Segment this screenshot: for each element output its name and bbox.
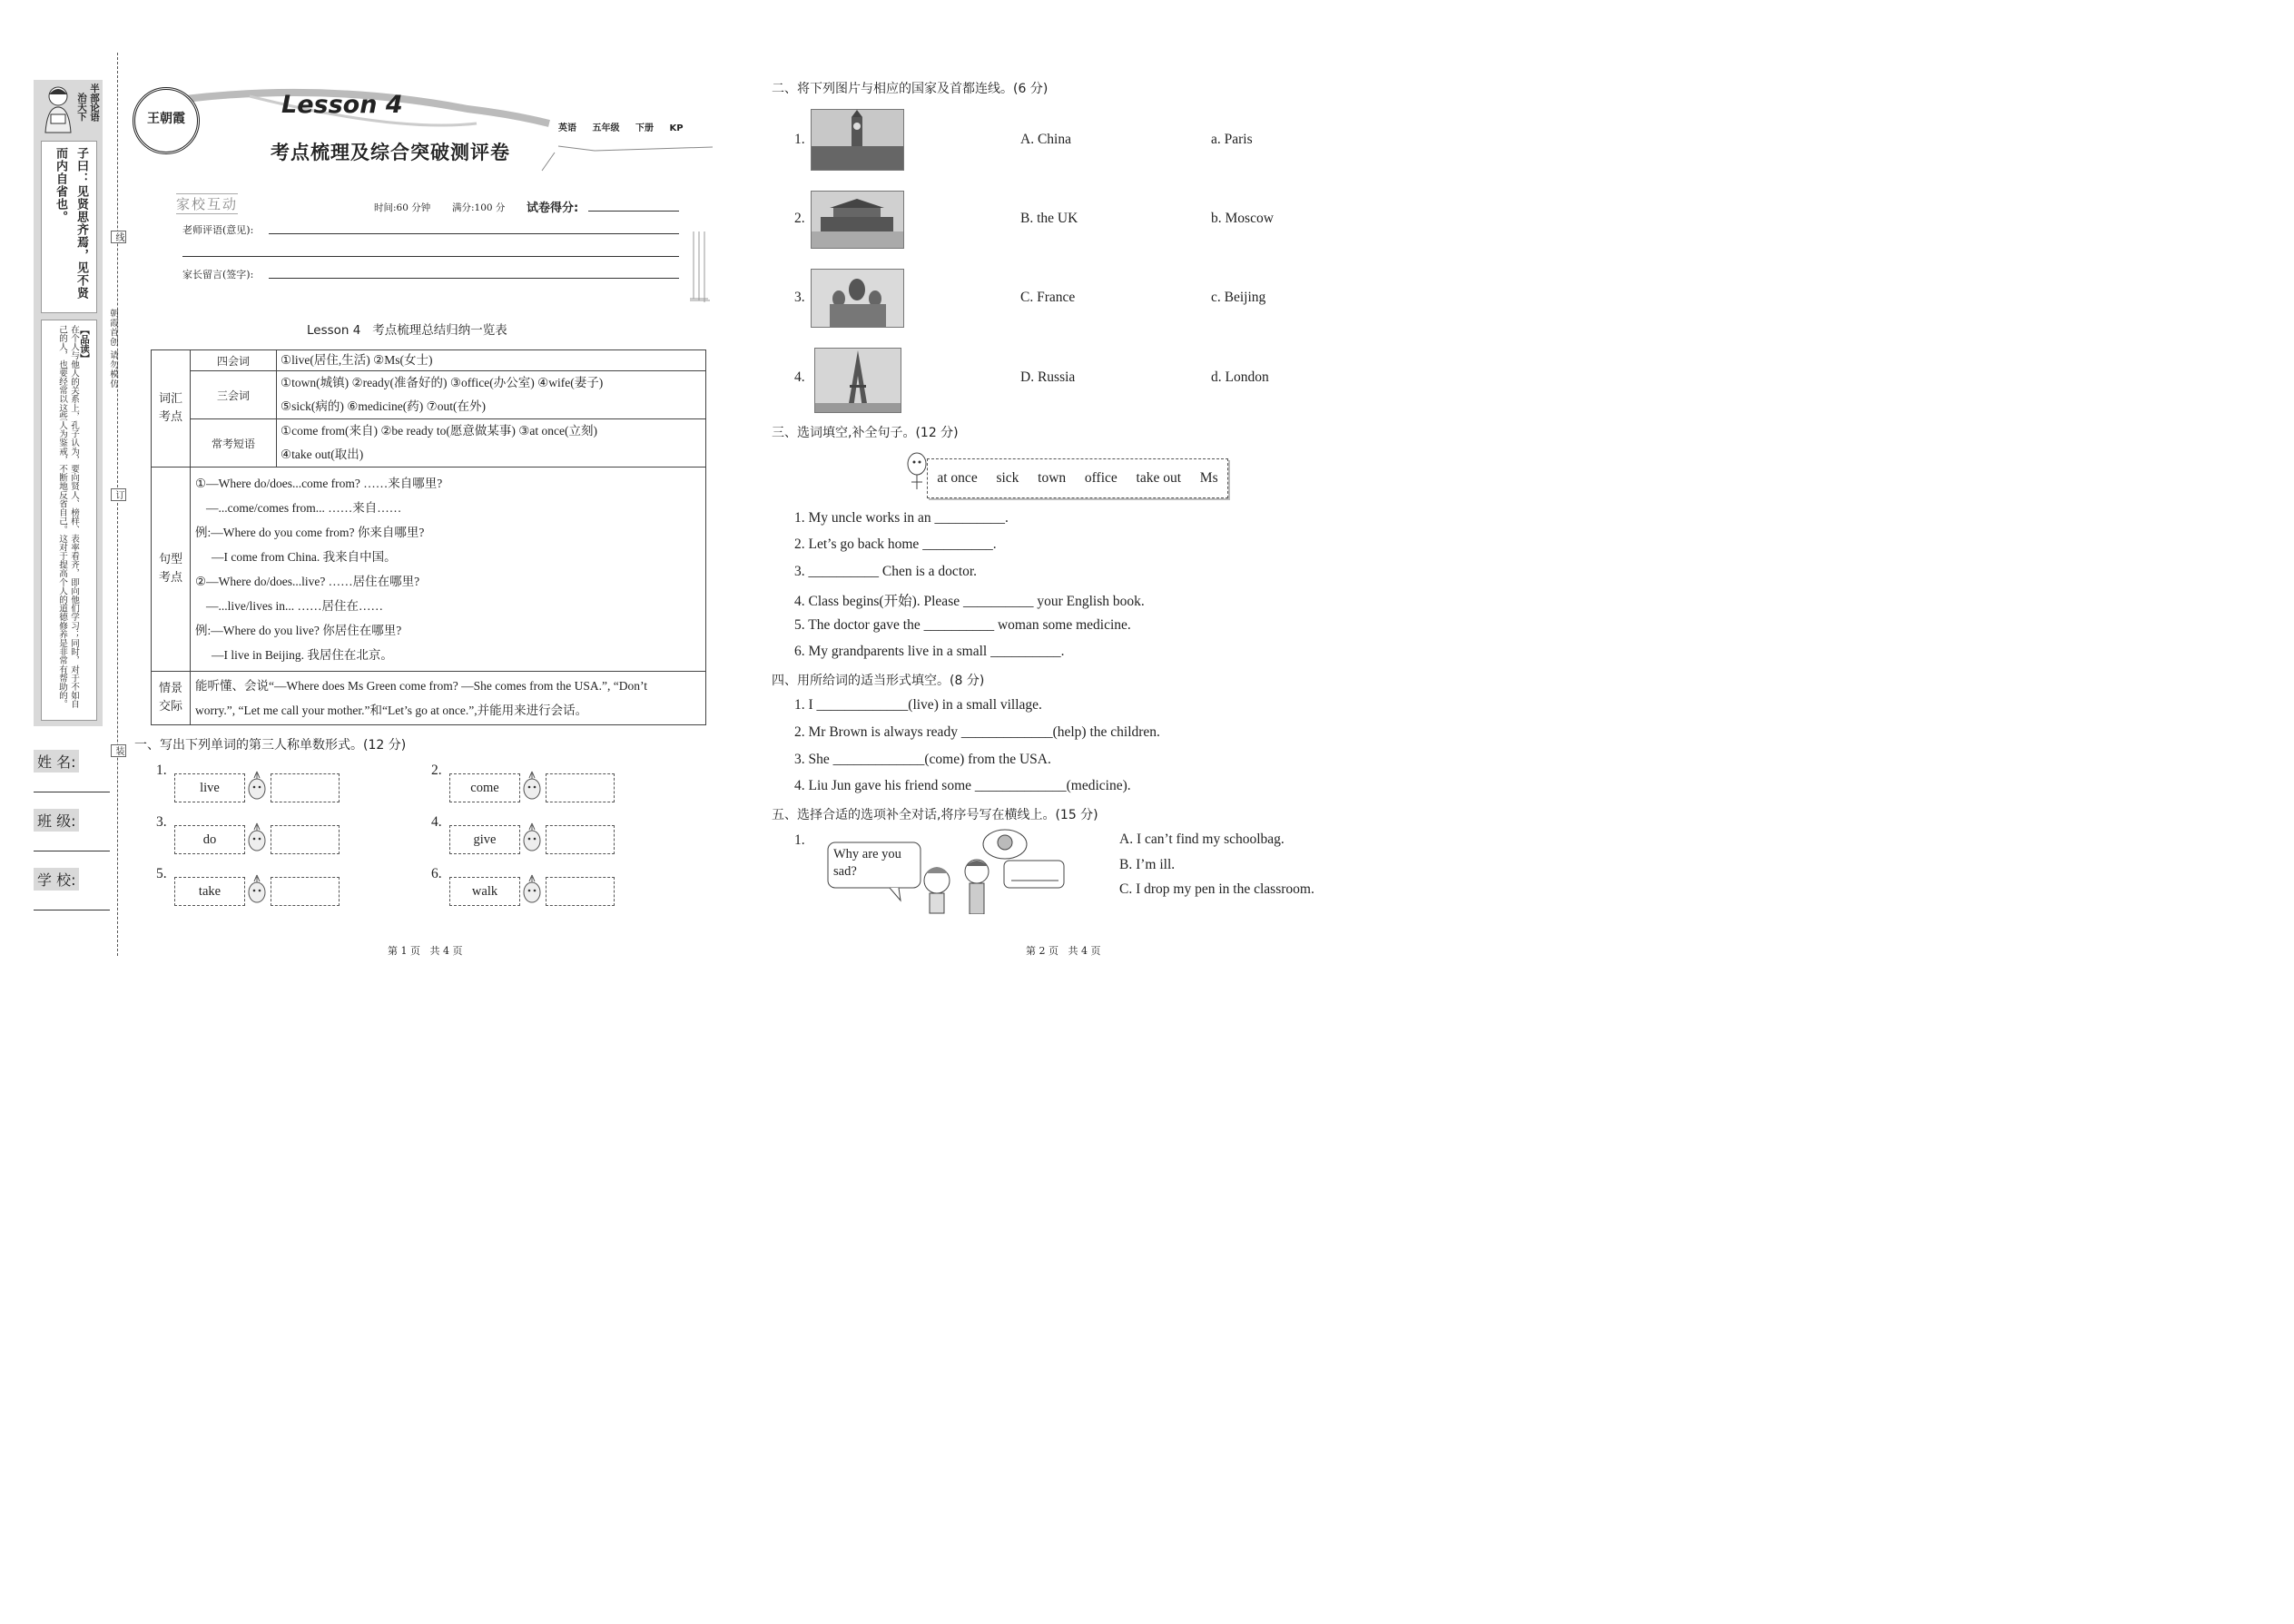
section1-title: 一、写出下列单词的第三人称单数形式。(12 分) [134,738,407,753]
word-bank-item: sick [996,470,1019,486]
four-skill-label: 四会词 [191,350,277,371]
s1-word-box: do [174,825,245,854]
sentence-line: 例:—Where do you come from? 你来自哪里? [195,526,425,539]
s4-question: 2. Mr Brown is always ready _____________(help) the children. [794,724,1160,740]
parent-message-field[interactable] [269,278,679,279]
s1-answer-box[interactable] [546,877,615,906]
s1-answer-box[interactable] [271,877,340,906]
sentence-line: —...live/lives in... ……居住在…… [206,599,383,613]
s2-capital: d. London [1211,369,1269,385]
quote-column-1: 子曰：见贤思齐焉，见不贤 [74,147,88,300]
s1-answer-box[interactable] [546,773,615,802]
s2-country: C. France [1020,290,1076,305]
s3-question: 4. Class begins(开始). Please __________ your English book. [794,594,1145,609]
table-row [152,371,706,396]
mascot-icon [906,451,928,491]
sentence-lines [191,468,706,672]
binding-mark-3: 装 [111,744,126,757]
lesson-title: Lesson 4 [281,91,403,119]
sentence-line: 例:—Where do you live? 你居住在哪里? [195,624,402,637]
name-label: 姓 名: [34,750,79,773]
s1-word-box: give [449,825,520,854]
phrases-line-2: ④take out(取出) [277,443,706,468]
vocab-category: 词汇考点 [152,350,191,468]
binding-mark-1: 线 [111,231,126,243]
badge-text-1: 半部论语 [89,84,100,122]
table-row [152,672,706,725]
s2-num: 1. [794,132,805,147]
context-lines [191,672,706,725]
s3-question: 2. Let’s go back home __________. [794,536,997,552]
four-skill-words: ①live(居住,生活) ②Ms(女士) [277,350,706,371]
table-row [152,419,706,444]
s2-country: A. China [1020,132,1071,147]
class-label: 班 级: [34,809,79,832]
s2-num: 4. [794,369,805,385]
s1-answer-box[interactable] [271,773,340,802]
s2-capital: c. Beijing [1211,290,1266,305]
teacher-comment-field-2[interactable] [182,256,679,257]
summary-table [151,349,706,725]
word-bank-item: take out [1136,470,1182,486]
tiananmen-photo [811,191,904,249]
teacher-comment-label: 老师评语(意见): [182,224,254,236]
tag-grade: 五年级 [592,123,620,133]
sentence-line: —...come/comes from... ……来自…… [206,501,402,515]
sentence-line: ①—Where do/does...come from? ……来自哪里? [195,477,443,490]
header-frame-lines [690,231,712,304]
scholar-figure [38,84,78,134]
s3-question: 1. My uncle works in an __________. [794,510,1009,526]
s1-item-num: 2. [431,763,442,778]
brand-logo [133,87,200,154]
table-row [152,468,706,672]
page1-footer: 第 1 页 共 4 页 [388,945,463,957]
st-basils-photo [811,269,904,328]
eiffel-tower-photo [814,348,901,413]
sentence-line: —I live in Beijing. 我居住在北京。 [212,648,393,662]
s2-num: 2. [794,211,805,226]
quote-column-2: 而内自省也。 [54,147,67,223]
word-bank-item: at once [937,470,978,486]
s1-item-num: 1. [156,763,167,778]
sentence-line: ②—Where do/does...live? ……居住在哪里? [195,575,420,588]
radish-icon [522,770,542,801]
tag-term: 下册 [635,123,654,133]
radish-icon [247,770,267,801]
phrases-label: 常考短语 [191,419,277,468]
word-bank [927,458,1228,498]
phrases-line-1: ①come from(来自) ②be ready to(愿意做某事) ③at once(立刻) [277,419,706,444]
section4-title: 四、用所给词的适当形式填空。(8 分) [772,674,985,688]
score-label: 试卷得分: [527,202,579,215]
badge-text-2: 治天下 [76,93,87,122]
parent-message-label: 家长留言(签字): [182,269,254,281]
s2-capital: a. Paris [1211,132,1253,147]
word-bank-item: town [1038,470,1067,486]
table-row [152,350,706,371]
radish-icon [247,822,267,852]
pindu-label: 【品读】 [79,325,90,363]
section2-title: 二、将下列图片与相应的国家及首都连线。(6 分) [772,82,1049,96]
brand-logo-text: 王朝霞 [147,112,185,126]
s1-word-box: take [174,877,245,906]
s2-country: D. Russia [1020,369,1076,385]
context-line-2: worry.”, “Let me call your mother.”和“Let’s go at once.”,并能用来进行会话。 [195,704,588,717]
s5-num: 1. [794,832,805,848]
three-skill-label: 三会词 [191,371,277,419]
side-note: 朝霞首创 请勿模仿 [108,309,118,389]
sentence-line: —I come from China. 我来自中国。 [212,550,397,564]
s3-question: 3. __________ Chen is a doctor. [794,564,978,579]
radish-icon [522,822,542,852]
s1-word-box: walk [449,877,520,906]
summary-title: Lesson 4 考点梳理总结归纳一览表 [307,323,507,338]
school-label: 学 校: [34,868,79,891]
section3-title: 三、选词填空,补全句子。(12 分) [772,426,959,440]
full-score-text: 满分:100 分 [452,202,506,213]
section5-title: 五、选择合适的选项补全对话,将序号写在横线上。(15 分) [772,808,1098,822]
three-skill-line-2: ⑤sick(病的) ⑥medicine(药) ⑦out(在外) [277,395,706,419]
binding-mark-2: 订 [111,488,126,501]
paper-subtitle: 考点梳理及综合突破测评卷 [271,141,510,163]
s1-item-num: 5. [156,866,167,881]
speech-bubble-text: Why are you sad? [833,847,901,879]
word-bank-item: office [1084,470,1117,486]
s1-word-box: come [449,773,520,802]
s1-item-num: 3. [156,814,167,830]
pindu-text: 在个人与他人的关系上，孔子认为，要向贤人、榜样、表率看齐，即向他们学习；同时，对于不如自己的人，也要经常以这些人为鉴戒，不断地反省自己。这对于提高个人的道德修养是非常有帮助的。 [57,325,79,709]
big-ben-photo [811,109,904,171]
s2-country: B. the UK [1020,211,1078,226]
score-field[interactable] [588,211,679,212]
word-bank-item: Ms [1199,470,1218,486]
s1-item-num: 6. [431,866,442,881]
page2-footer: 第 2 页 共 4 页 [1026,945,1101,957]
teacher-comment-field[interactable] [269,233,679,234]
s3-question: 6. My grandparents live in a small __________. [794,644,1065,659]
s1-word-box: live [174,773,245,802]
s5-option: A. I can’t find my schoolbag. [1119,832,1285,847]
tag-row [558,120,684,133]
radish-icon [247,873,267,904]
s1-answer-box[interactable] [271,825,340,854]
s5-option: B. I’m ill. [1119,857,1176,872]
radish-icon [522,873,542,904]
sentence-category: 句型考点 [152,468,191,672]
context-line-1: 能听懂、会说“—Where does Ms Green come from? —She comes from the USA.”, “Don’t [195,679,648,693]
time-text: 时间:60 分钟 [374,202,431,213]
s3-question: 5. The doctor gave the __________ woman some medicine. [794,617,1131,633]
s4-question: 4. Liu Jun gave his friend some _____________(medicine). [794,778,1131,793]
s1-answer-box[interactable] [546,825,615,854]
s4-question: 1. I _____________(live) in a small village. [794,697,1042,713]
s2-capital: b. Moscow [1211,211,1274,226]
tag-subject: 英语 [558,123,576,133]
s1-item-num: 4. [431,814,442,830]
context-category: 情景交际 [152,672,191,725]
s5-option: C. I drop my pen in the classroom. [1119,881,1314,897]
s2-num: 3. [794,290,805,305]
home-school-label: 家校互动 [176,193,238,214]
s4-question: 3. She _____________(come) from the USA. [794,752,1051,767]
tag-kp: KP [669,123,684,133]
binding-line [117,53,118,956]
three-skill-line-1: ①town(城镇) ②ready(准备好的) ③office(办公室) ④wife(妻子) [277,371,706,396]
